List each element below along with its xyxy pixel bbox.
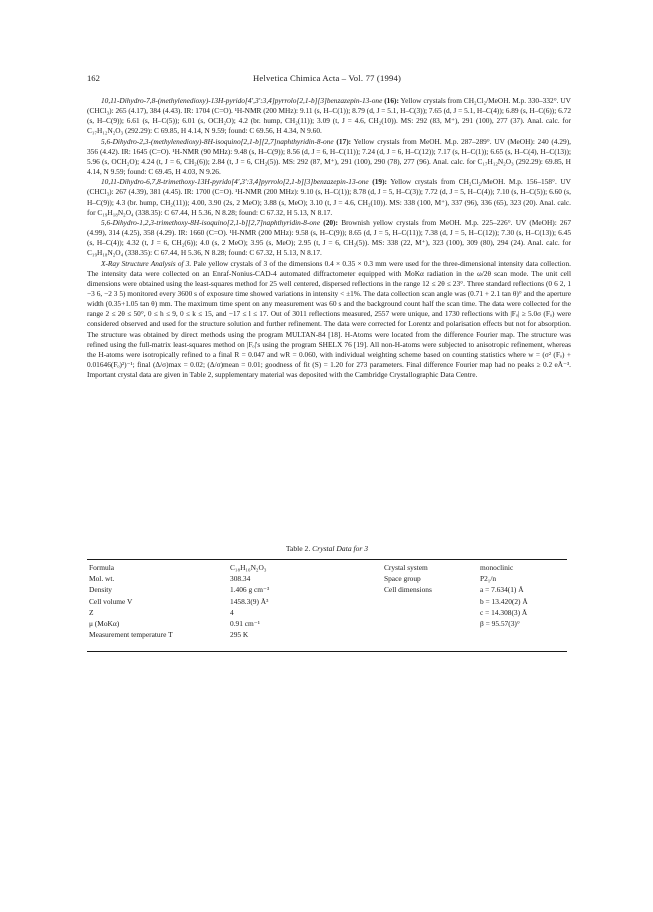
table-cell: C₁₈H₁₆N₂O₃ (230, 563, 267, 572)
table-cell: Measurement temperature T (89, 630, 173, 640)
paragraph-text: Brownish yellow crystals from MeOH. M.p. 225–226°. UV (MeOH): 267 (4.99), 314 (4.25), 358 (4.29). IR: 1660 (C=O). ¹H-NMR (200 MHz): 9.58 (s, H–C(9)); 8.65 (d, J = 5, H–C(11)); 7.38 (d, J = 5, H–C(12)); 7.30 (s, H–C(13)); 6.45 (s, H–C(4)); 4.32 (t, J = 6, CH₂(6)); 4.0 (s, 2 MeO); 3.95 (s, MeO); 2.95 (t, J = 6, CH₂(5)). MS: 338 (22, M⁺), 323 (100), 309 (80), 294 (24). Anal. calc. for C₁₉H₁₈N₂O₄ (338.35): C 67.44, H 5.36, N 8.28; found: C 67.32, H 5.13, N 8.17. (87, 217, 571, 258)
article-body (87, 96, 571, 380)
running-header (87, 73, 567, 85)
table-cell: a = 7.634(1) Å (480, 585, 524, 595)
table-cell: 4 (230, 607, 234, 617)
compound-name: 5,6-Dihydro-1,2,3-trimethoxy-8H-isoquino[2,1-b][2,7]naphthyridin-8-one (101, 217, 320, 227)
table-cell: 1458.3(9) Å³ (230, 596, 269, 606)
paragraph-compound-19 (87, 177, 571, 218)
table-row (87, 562, 567, 573)
table-cell: Formula (89, 563, 115, 572)
section-title: X-Ray Structure Analysis of 3. (101, 258, 192, 268)
table-caption-prefix: Table 2. (285, 544, 311, 553)
table-row (87, 618, 567, 629)
table-cell: Cell dimensions (384, 585, 432, 595)
table-cell: Space group (384, 574, 421, 584)
page-number: 162 (87, 73, 100, 83)
table-cell: P2₁/n (480, 574, 497, 584)
table-bottom-rule (87, 651, 567, 652)
table-row (87, 629, 567, 640)
compound-number: (20): (323, 217, 338, 227)
table-cell: Density (89, 585, 112, 595)
table-top-rule (87, 559, 567, 560)
table-cell: 308.34 (230, 574, 251, 584)
table-cell: 1.406 g cm⁻³ (230, 585, 270, 595)
paragraph-compound-20 (87, 218, 571, 259)
compound-name: 5,6-Dihydro-2,3-(methylenedioxy)-8H-isoquino[2,1-b][2,7]naphthyridin-8-one (101, 136, 334, 146)
table-caption (87, 544, 567, 553)
table-row (87, 596, 567, 607)
compound-number: (17): (336, 136, 352, 146)
table-cell: Mol. wt. (89, 574, 115, 584)
compound-number: (19): (372, 177, 387, 187)
paragraph-text: Yellow crystals from MeOH. M.p. 287–289°. UV (MeOH): 240 (4.29), 356 (4.42). IR: 1645 (C=O). ¹H-NMR (90 MHz): 9.48 (s, H–C(9)); 8.56 (d, J = 6, H–C(11)); 7.24 (d, J = 6, H–C(12)); 7.17 (s, H–C(1)); 6.65 (s, H–C(4), H–C(13)); 5.96 (s, OCH₂O); 4.24 (t, J = 6, CH₂(6)); 2.84 (t, J = 6, CH₂(5)). MS: 292 (87, M⁺), 291 (100), 290 (78), 277 (96). Anal. calc. for C₁₇H₁₂N₂O₃ (292.29): 69.85, H 4.14, N 9.59; found: C 69.45, H 4.03, N 9.26. (87, 136, 571, 177)
table-cell: β = 95.57(3)° (480, 618, 520, 628)
table-row (87, 584, 567, 595)
table-row (87, 607, 567, 618)
compound-number: (16): (384, 96, 399, 105)
table-cell: b = 13.420(2) Å (480, 596, 528, 606)
table-cell: 295 K (230, 630, 249, 640)
paragraph-compound-17 (87, 137, 571, 178)
compound-name: 10,11-Dihydro-7,8-(methylenedioxy)-13H-pyrido[4′,3′:3,4]pyrrolo[2,1-b][3]benzazepin-13-one (101, 96, 383, 105)
table-cell: μ (MoKα) (89, 618, 120, 628)
paragraph-text: Yellow crystals from CH₂Cl₂/MeOH. M.p. 156–158°. UV (CHCl₃): 267 (4.39), 381 (4.45). IR: 1700 (C=O). ¹H-NMR (200 MHz): 9.10 (s, H–C(1)); 8.78 (d, J = 5, H–C(3)); 7.72 (d, J = 5, H–C(4)); 7.10 (s, H–C(5)); 6.60 (s, H–C(9)); 4.3 (br. hump, CH₂(11)); 4.00, 3.90 (2s, 2 MeO); 3.88 (s, MeO); 3.10 (t, J = 4.6, CH₂(10)). MS: 338 (100, M⁺), 337 (96), 336 (65), 323 (20). Anal. calc. for C₁₉H₁₈N₂O₄ (338.35): C 67.44, H 5.36, N 8.28; found: C 67.32, H 5.13, N 8.17. (87, 177, 571, 217)
compound-name: 10,11-Dihydro-6,7,8-trimethoxy-13H-pyrido[4′,3′:3,4]pyrrolo[2,1-b][3]benzazepin-13-one (101, 177, 369, 187)
table-row (87, 573, 567, 584)
table-cell: Crystal system (384, 563, 428, 572)
table-caption-title: Crystal Data for 3 (312, 544, 369, 553)
paragraph-xray-analysis (87, 259, 571, 381)
paragraph-text: Pale yellow crystals of 3 of the dimensions 0.4 × 0.35 × 0.3 mm were used for the three-dimensional intensity data collection. The intensity data were collected on an Enraf-Nonius-CAD-4 automated diffractometer equipped with MoKα radiation in the ω/2θ scan mode. The unit cell dimensions were obtained using the least-squares method for 25 well centered, dispersed reflections in the range 12 ≤ 2θ ≤ 23°. Three standard reflections (0 6 2, 1 −3 6, −2 3 5) monitored every 3600 s of exposure time showed variations in intensity < ±1%. The data collection scan angle was (0.71 + 2.1 tan θ)° and the aperture width (0.35+1.05 tan θ) mm. The maximum time spent on any measurement was 60 s and the background count half the scan time. The data were collected for the range 2 ≤ 2θ ≤ 50°, 0 ≤ h ≤ 9, 0 ≤ k ≤ 15, and −17 ≤ l ≤ 17. Out of 3011 reflections measured, 2557 were unique, and 1730 reflections with |Fₒ| ≥ 5.0σ (Fₒ) were considered observed and used for the structure solution and further refinement. The data were corrected for Lorentz and polarisation effects but not for absorption. The structure was obtained by direct methods using the program MULTAN-84 [18]. H-Atoms were located from the difference Fourier map. The structure was refined using the full-matrix least-squares method on |Fₒ|'s using the program SHELX 76 [19]. All non-H-atoms were subjected to anisotropic refinement, whereas the H-atoms were isotropically refined to a final R = 0.047 and wR = 0.060, with individual weighting scheme based on counting statistics where w = (σ² (Fₒ) + 0.01646(Fₒ)²)⁻¹; final (Δ/σ)max = 0.02; (Δ/σ)mean = 0.01; goodness of fit (S) = 1.20 for 273 parameters. Final difference Fourier map had no peaks ≥ 0.2 eÅ⁻³. Important crystal data are given in Table 2, supplementary material was deposited with the Cambridge Crystallographic Data Centre. (87, 258, 571, 380)
table-cell: monoclinic (480, 563, 514, 572)
table-cell: 0.91 cm⁻¹ (230, 618, 260, 628)
table-cell: c = 14.308(3) Å (480, 607, 528, 617)
paragraph-text: Yellow crystals from CH₂Cl₂/MeOH. M.p. 330–332°. UV (CHCl₃): 265 (4.17), 384 (4.43). IR: 1704 (C=O). ¹H-NMR (200 MHz): 9.11 (s, H–C(1)); 8.79 (d, J = 5.1, H–C(3)); 7.65 (d, J = 5.1, H–C(4)); 6.89 (s, H–C(6)); 6.72 (s, H–C(9)); 6.61 (s, H–C(5)); 6.01 (s, OCH₂O); 4.2 (br. hump, CH₂(11)); 3.09 (t, J = 4.6, CH₂(10)). MS: 292 (83, M⁺), 291 (100), 277 (37). Anal. calc. for C₁₇H₁₂N₂O₃ (292.29): C 69.85, H 4.14, N 9.59; found: C 69.56, H 4.34, N 9.60. (87, 96, 571, 136)
crystal-data-table (87, 562, 567, 640)
table-cell: Z (89, 607, 94, 617)
journal-title: Helvetica Chimica Acta – Vol. 77 (1994) (252, 73, 402, 83)
paragraph-compound-16 (87, 96, 571, 137)
table-cell: Cell volume V (89, 596, 133, 606)
